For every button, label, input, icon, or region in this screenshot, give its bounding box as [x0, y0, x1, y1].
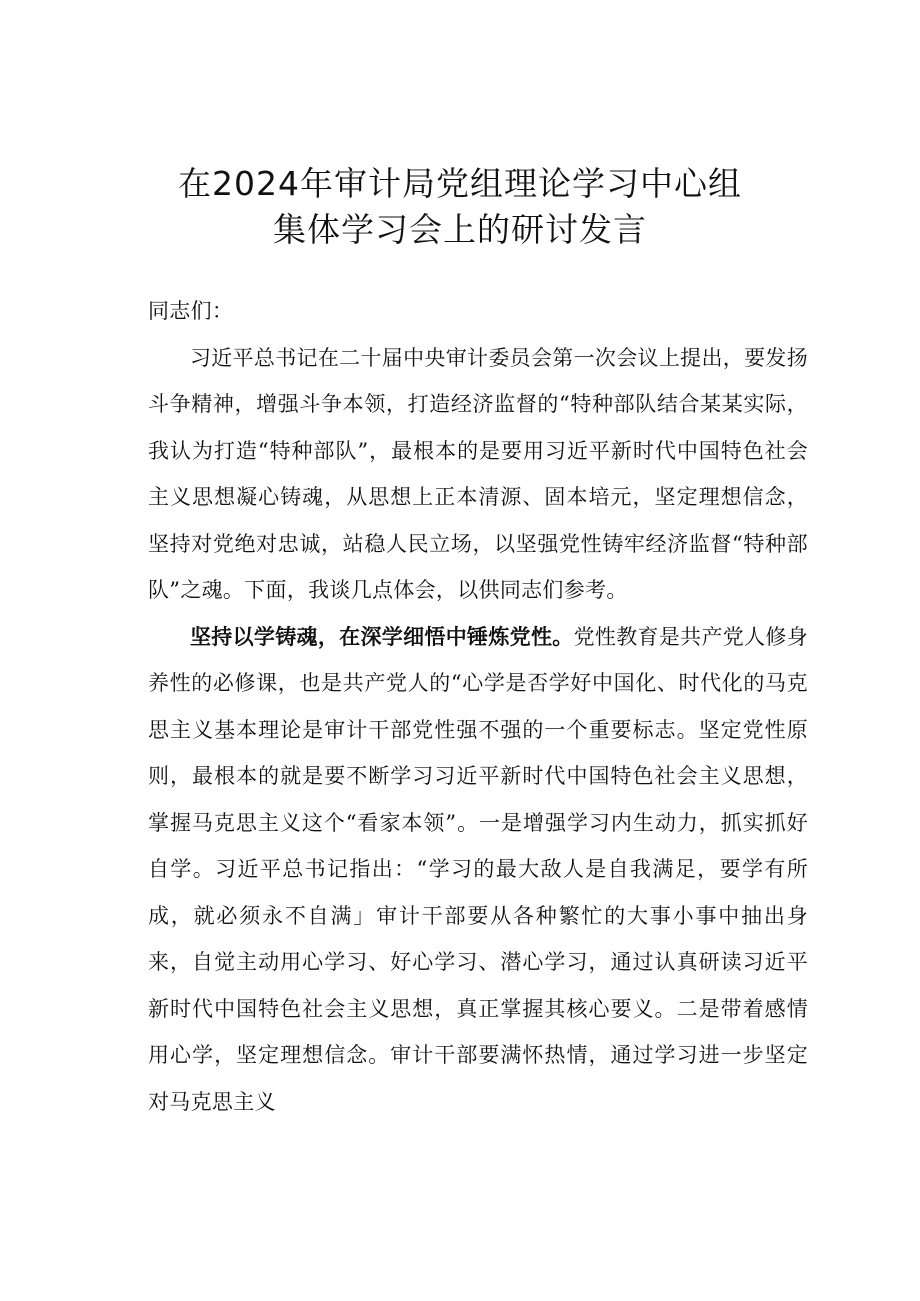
paragraph-2-text: 党性教育是共产党人修身养性的必修课，也是共产党人的“心学是否学好中国化、时代化的马克思主义基本理论是审计干部党性强不强的一个重要标志。坚定党性原则，最根本的就是要不断学习习近平新时代中国特色社会主义思想，掌握马克思主义这个“看家本领”。一是增强学习内生动力，抓实抓好自学。习近平总书记指出：“学习的最大敌人是自我满足，要学有所成，就必须永不自满」审计干部要从各种繁忙的大事小事中抽出身来，自觉主动用心学习、好心学习、潜心学习，通过认真研读习近平新时代中国特色社会主义思想，真正掌握其核心要义。二是带着感情用心学，坚定理想信念。审计干部要满怀热情，通过学习进一步坚定对马克思主义: [148, 624, 808, 1114]
salutation: 同志们：: [148, 299, 234, 323]
paragraph-2: [148, 614, 808, 1126]
document-body: [148, 288, 808, 1125]
paragraph-1: [148, 335, 808, 614]
paragraph-2-lead: 坚持以学铸魂，在深学细悟中锤炼党性。: [190, 623, 574, 649]
paragraph-1-text: 习近平总书记在二十届中央审计委员会第一次会议上提出，要发扬斗争精神，增强斗争本领，打造经济监督的“特种部队结合某某实际，我认为打造“特种部队”，最根本的是要用习近平新时代中国特色社会主义思想凝心铸魂，从思想上正本清源、固本培元，坚定理想信念，坚持对党绝对忠诚，站稳人民立场，以坚强党性铸牢经济监督“特种部队”之魂。下面，我谈几点体会，以供同志们参考。: [148, 345, 808, 602]
document-title-line-2: 集体学习会上的研讨发言: [273, 210, 647, 249]
document-title-line-1: 在2024年审计局党组理论学习中心组: [178, 164, 742, 203]
